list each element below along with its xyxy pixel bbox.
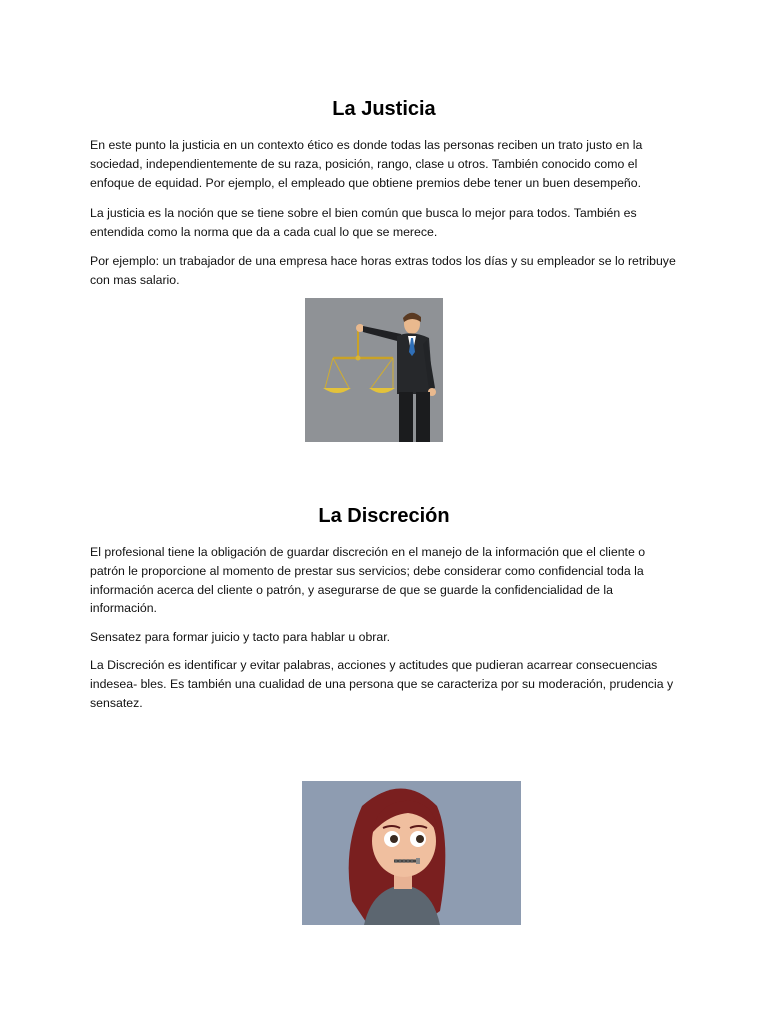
businessman-scales-icon bbox=[305, 298, 443, 442]
woman-zipped-mouth-icon bbox=[302, 781, 521, 925]
section-title-justicia: La Justicia bbox=[332, 98, 436, 120]
section-title-discrecion: La Discreción bbox=[318, 505, 450, 527]
paragraph-justicia-2: La justicia es la noción que se tiene sobre el bien común que busca lo mejor para todos. También es entendida como la norma que da a cada cual lo que se merece. bbox=[90, 206, 637, 239]
paragraph-discrecion-3: La Discreción es identificar y evitar palabras, acciones y actitudes que pudieran acarrear consecuencias indesea- bles. Es también una cualidad de una persona que se caracteriza por su moderación, prudencia y sensatez. bbox=[90, 658, 674, 710]
paragraph-justicia-1: En este punto la justicia en un contexto ético es donde todas las personas reciben un trato justo en la sociedad, independientemente de su raza, posición, rango, clase u otros. También conocido como el enfoque de equidad. Por ejemplo, el empleado que obtiene premios debe tener un buen desempeño. bbox=[90, 138, 643, 190]
discretion-illustration bbox=[302, 781, 521, 925]
justice-illustration bbox=[305, 298, 443, 442]
paragraph-discrecion-1: El profesional tiene la obligación de guardar discreción en el manejo de la información que el cliente o patrón le proporcione al momento de prestar sus servicios; debe considerar como confidencial toda la información acerca del cliente o patrón, y asegurarse de que se guarde la confidencialidad de la información. bbox=[90, 545, 646, 616]
paragraph-justicia-3: Por ejemplo: un trabajador de una empresa hace horas extras todos los días y su empleador se lo retribuye con mas salario. bbox=[90, 254, 676, 287]
paragraph-discrecion-2: Sensatez para formar juicio y tacto para hablar u obrar. bbox=[90, 630, 391, 644]
